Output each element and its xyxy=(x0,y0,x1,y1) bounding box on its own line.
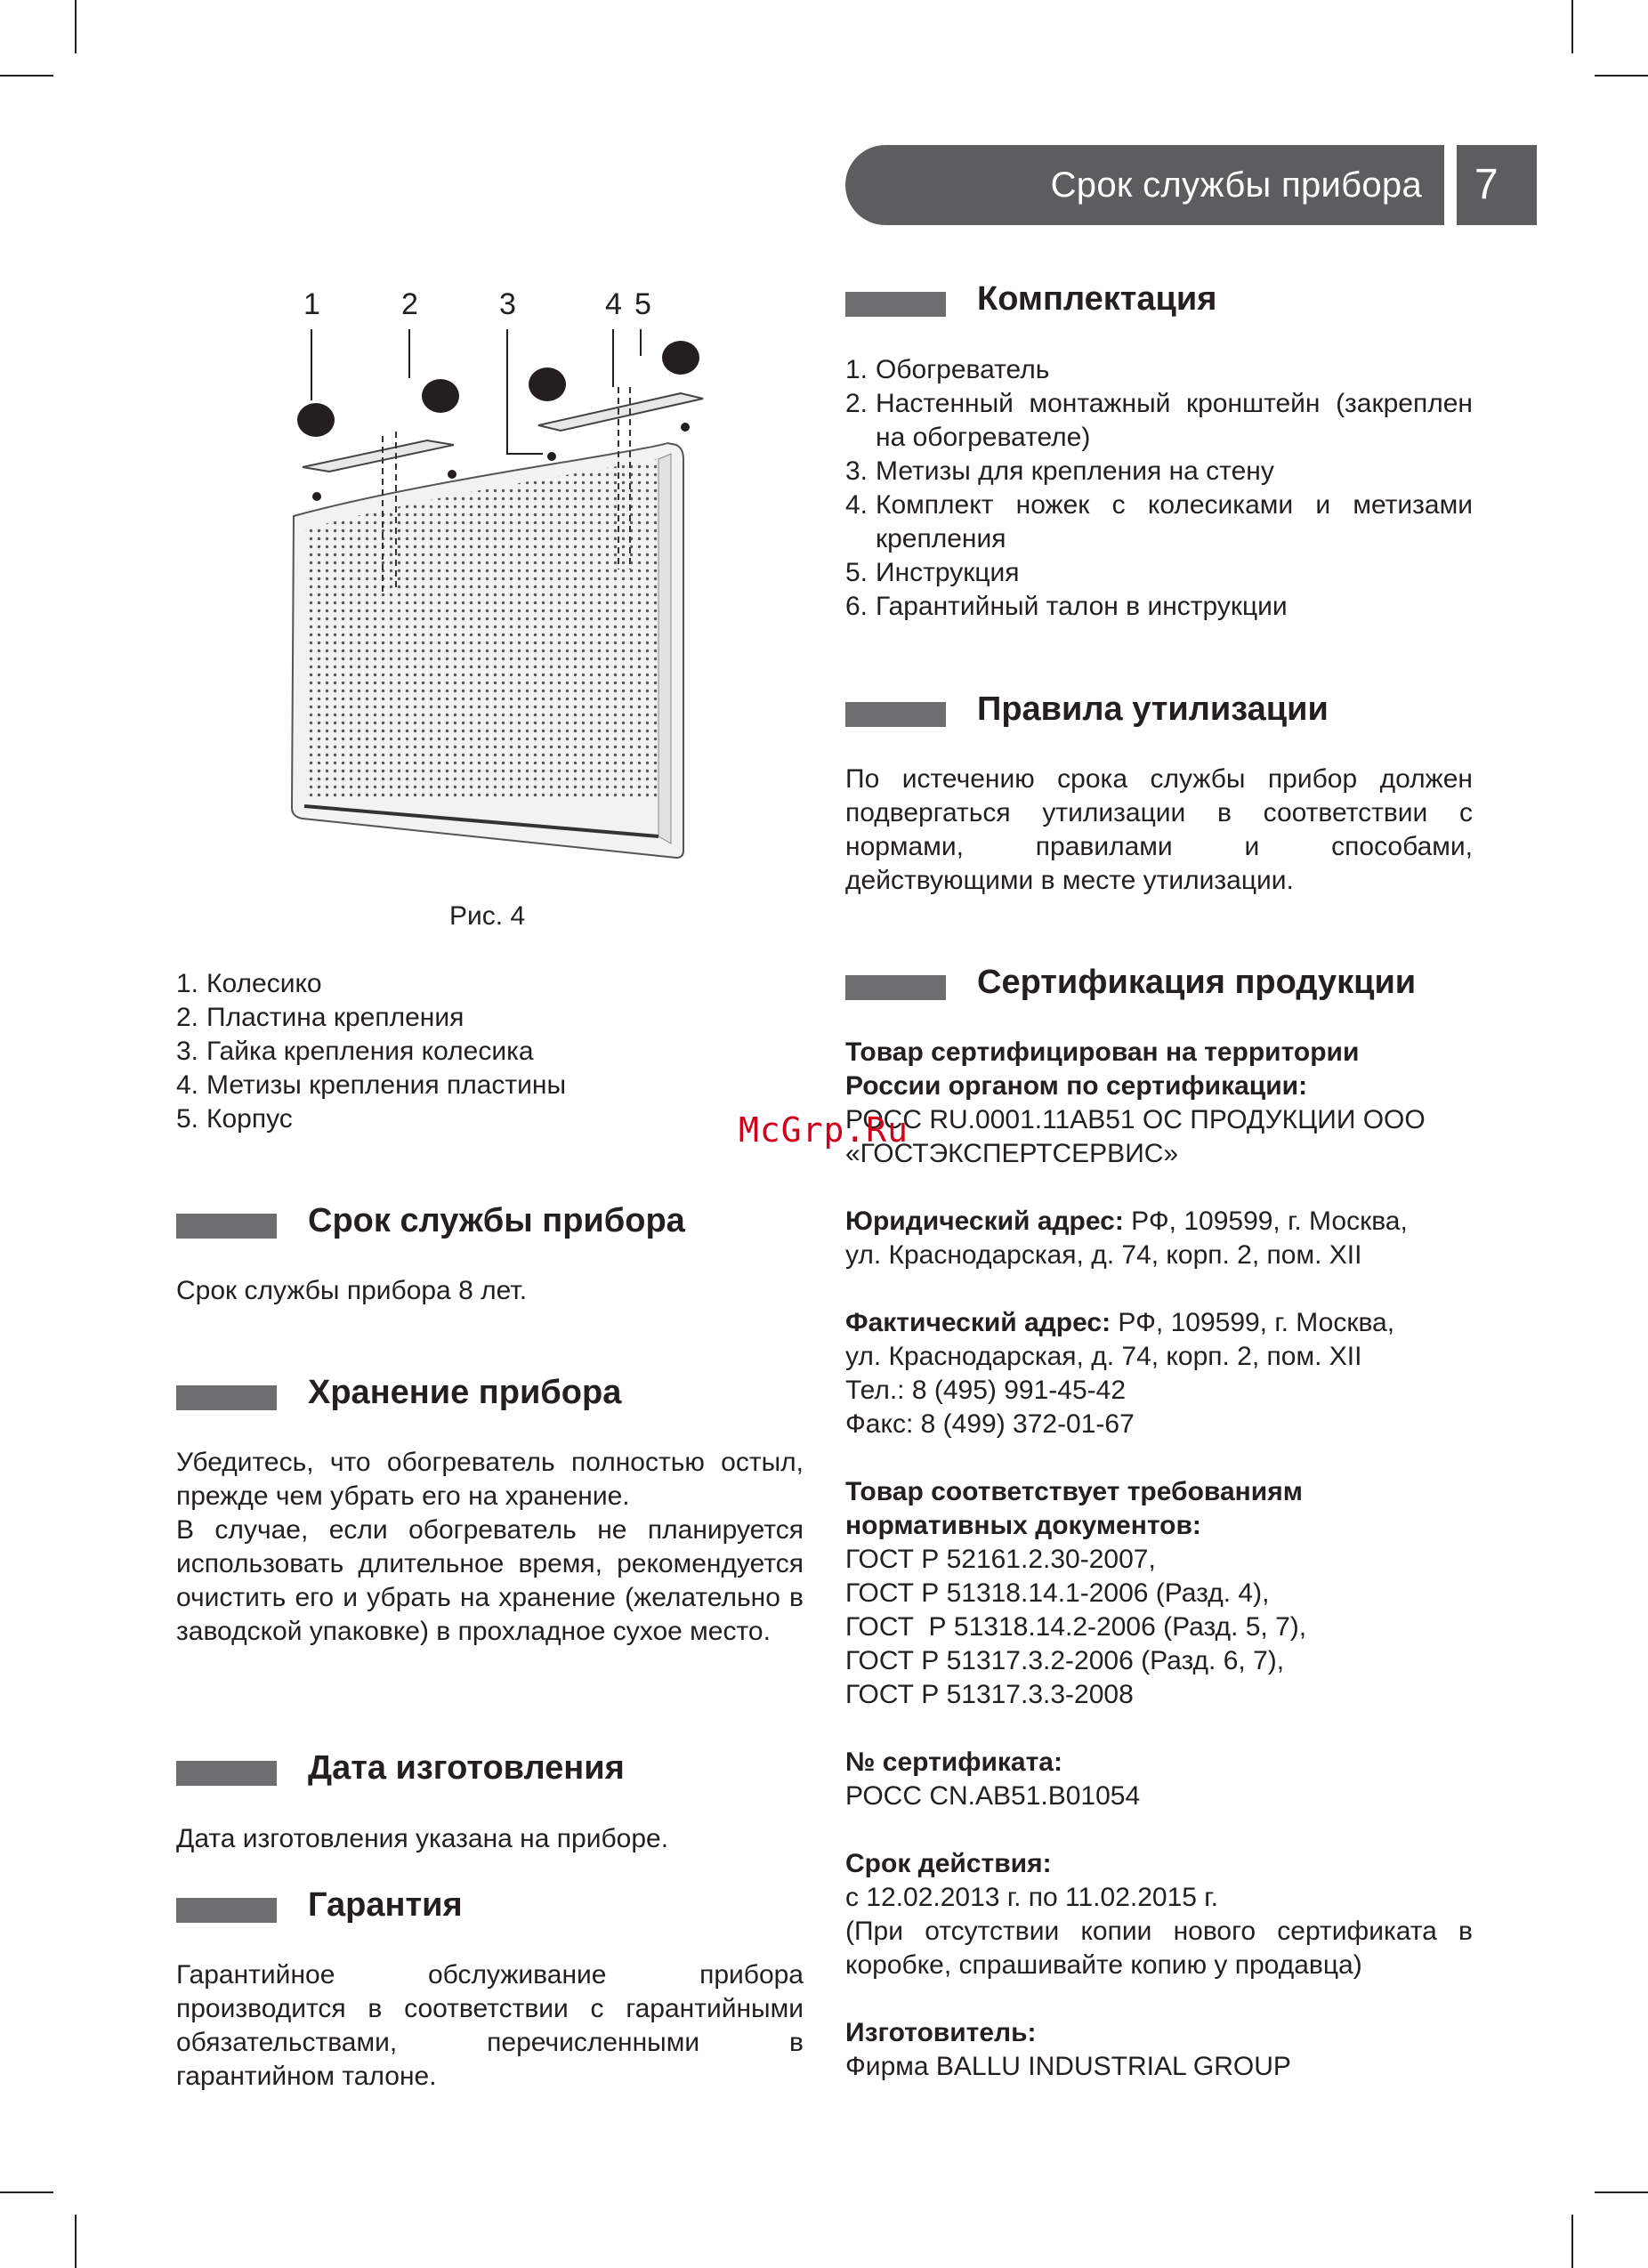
section-title: Гарантия xyxy=(308,1886,463,1924)
section-title: Сертификация продукции xyxy=(977,964,1417,1001)
section-bar xyxy=(176,1898,277,1923)
mounting-plate-left xyxy=(303,440,454,472)
section-heading-warranty xyxy=(176,1883,799,1927)
section-title: Комплектация xyxy=(977,280,1217,318)
crop-mark xyxy=(1595,2191,1648,2193)
list-item: 4. Метизы крепления пластины xyxy=(176,1070,567,1100)
page-number: 7 xyxy=(1457,145,1537,225)
certification-text: Товар сертифицирован на территории России органом по сертификации: РОСС RU.0001.11АВ51 ОС ПРОДУКЦИИ ООО «ГОСТЭКСПЕРТСЕРВИС» Юридический адрес: РФ, 109599, г. Москва, ул. Краснодарская, д. 74, корп. 2, пом. XII Фактический адрес: РФ, 109599, г. Москва, ул. Краснодарская, д. 74, корп. 2, пом. XII Тел.: 8 (495) 991-45-42 Факс: 8 (499) 372-01-67 Товар соответствует требованиям нормативных документов: ГОСТ Р 52161.2.30-2007, ГОСТ Р 51318.14.1-2006 (Разд. 4), ГОСТ Р 51318.14.2-2006 (Разд. 5, 7), ГОСТ Р 51317.3.2-2006 (Разд. 6, 7), ГОСТ Р 51317.3.3-2008 № сертификата: РОСС CN.АВ51.В01054 Срок действия: с 12.02.2013 г. по 11.02.2015 г. (При отсутствии копии нового сертификата в коробке, спрашивайте копию у продавца) Изготовитель: Фирма BALLU INDUSTRIAL GROUP xyxy=(845,1037,1473,2081)
section-heading-certification xyxy=(845,960,1468,1005)
callout-2: 2 xyxy=(401,287,418,321)
heater-assembly-drawing xyxy=(267,303,783,872)
callout-3: 3 xyxy=(499,287,516,321)
list-item: 4. Комплект ножек с колесиками и метизами крепления xyxy=(845,490,1473,553)
section-heading-storage xyxy=(176,1370,799,1415)
wheel-icon xyxy=(297,403,335,437)
kit-list xyxy=(845,353,1473,624)
crop-mark xyxy=(0,75,53,77)
section-heading-manufacture-date xyxy=(176,1746,799,1790)
crop-mark xyxy=(75,2215,77,2268)
warranty-text: Гарантийное обслуживание прибора производится в соответствии с гарантийными обязательствами, перечисленными в гарантийном талоне. xyxy=(176,1960,804,2091)
watermark: McGrp.Ru xyxy=(739,1110,909,1150)
section-title: Срок службы прибора xyxy=(308,1202,685,1239)
list-item: 2. Пластина крепления xyxy=(176,1003,465,1032)
list-item: 5. Корпус xyxy=(176,1104,293,1134)
list-item: 1. Обогреватель xyxy=(845,355,1050,384)
crop-mark xyxy=(1571,2215,1573,2268)
section-bar xyxy=(176,1214,277,1239)
section-bar xyxy=(845,702,946,727)
section-bar xyxy=(845,975,946,1000)
wheel-icon xyxy=(529,367,566,401)
section-title: Дата изготовления xyxy=(308,1749,625,1787)
list-item: 5. Инструкция xyxy=(845,558,1020,587)
section-bar xyxy=(176,1385,277,1410)
mounting-plate-right xyxy=(538,393,703,431)
list-item: 3. Метизы для крепления на стену xyxy=(845,456,1274,486)
callout-5: 5 xyxy=(634,287,651,321)
wheel-icon xyxy=(662,341,699,375)
section-bar xyxy=(176,1761,277,1786)
disposal-text: По истечению срока службы прибор должен подвергаться утилизации в соответствии с нормами, правилами и способами, действующими в месте утилизации. xyxy=(845,764,1473,895)
list-item: 1. Колесико xyxy=(176,969,322,998)
section-title: Хранение прибора xyxy=(308,1374,622,1411)
list-item: 3. Гайка крепления колесика xyxy=(176,1037,534,1066)
callout-4: 4 xyxy=(605,287,622,321)
section-heading-disposal xyxy=(845,687,1468,731)
parts-list xyxy=(176,967,799,1136)
crop-mark xyxy=(0,2191,53,2193)
service-life-text: Срок службы прибора 8 лет. xyxy=(176,1276,528,1305)
crop-mark xyxy=(1595,75,1648,77)
list-item: 2. Настенный монтажный кронштейн (закреплен на обогревателе) xyxy=(845,389,1473,452)
crop-mark xyxy=(75,0,77,53)
page-header-title: Срок службы прибора xyxy=(845,145,1444,225)
figure-caption: Рис. 4 xyxy=(449,901,526,931)
manufacture-date-text: Дата изготовления указана на приборе. xyxy=(176,1824,669,1853)
section-heading-kit xyxy=(845,277,1468,321)
section-bar xyxy=(845,292,946,317)
wheel-icon xyxy=(422,379,459,413)
crop-mark xyxy=(1571,0,1573,53)
storage-text: Убедитесь, что обогреватель полностью остыл, прежде чем убрать его на хранение. В случае, если обогреватель не планируется использовать длительное время, рекомендуется очистить его и убрать на хранение (желательно в заводской упаковке) в прохладное сухое место. xyxy=(176,1448,804,1646)
callout-1: 1 xyxy=(303,287,320,321)
section-title: Правила утилизации xyxy=(977,690,1329,728)
list-item: 6. Гарантийный талон в инструкции xyxy=(845,592,1288,621)
section-heading-service-life xyxy=(176,1199,799,1243)
